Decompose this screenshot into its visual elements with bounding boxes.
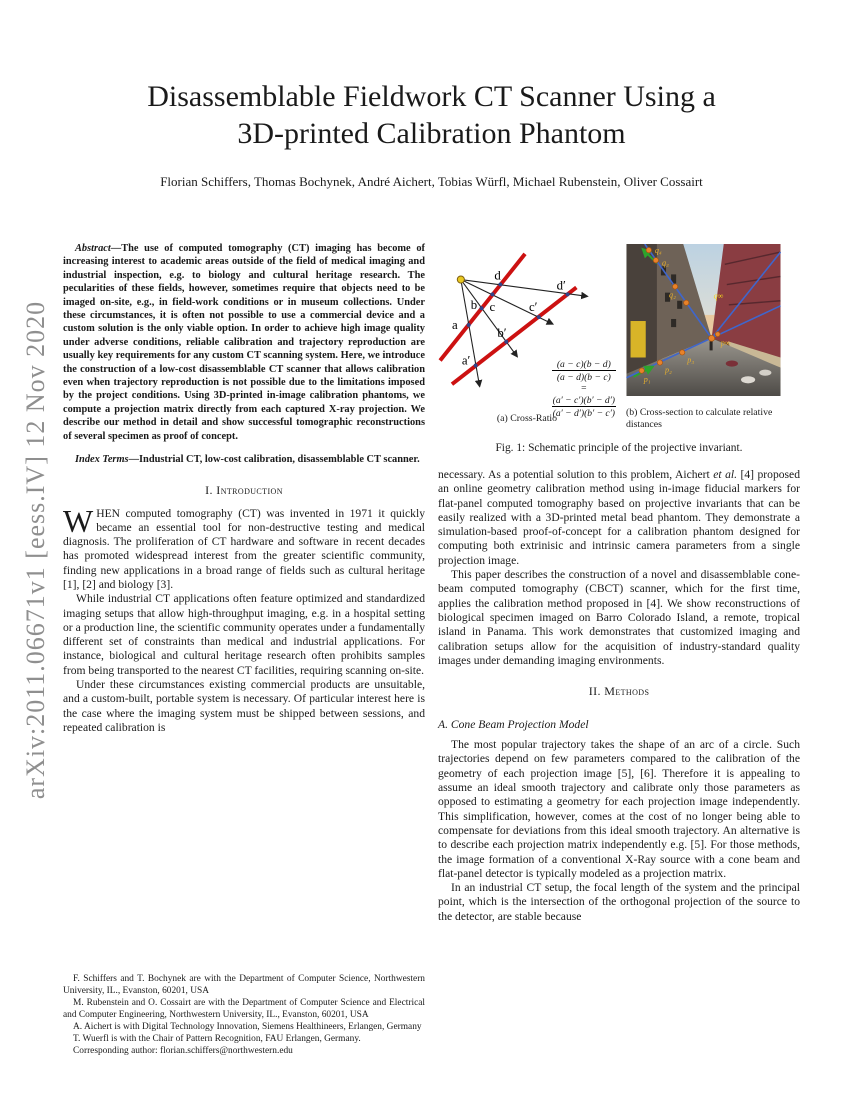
- window-4: [677, 301, 682, 309]
- apex-point: [457, 276, 464, 283]
- footnote-affiliation-2: M. Rubenstein and O. Cossairt are with the Department of Computer Science and Electrical and Computer Engineering, Northwestern University, IL., Evanston, 60201, USA: [63, 998, 425, 1020]
- label-b-prime: b′: [497, 325, 507, 340]
- label-p1: p₁: [643, 374, 651, 384]
- right-column: [438, 242, 800, 1057]
- label-a-prime: a′: [461, 353, 471, 368]
- window-5: [671, 319, 676, 327]
- index-terms-text: —Industrial CT, low-cost calibration, disassemblable CT scanner.: [128, 454, 420, 466]
- author-footnotes: [63, 973, 425, 1057]
- rightcol-paragraph-1-start: necessary. As a potential solution to this problem, Aichert: [438, 468, 714, 481]
- label-p2: p₂: [664, 365, 672, 375]
- point-c-prime: [537, 315, 541, 319]
- index-terms-lead: Index Terms: [75, 454, 129, 466]
- section-heading-introduction: I. Introduction: [205, 482, 283, 497]
- footnote-affiliation-3: A. Aichert is with Digital Technology Innovation, Siemens Healthineers, Erlangen, Germany: [73, 1022, 422, 1032]
- cafe-table-2: [759, 370, 771, 376]
- label-c: c: [489, 300, 496, 315]
- point-a: [467, 323, 471, 327]
- street-photo: [626, 244, 781, 396]
- label-q2: q₂: [669, 290, 676, 300]
- subcaption-a: (a) Cross-Ratio: [496, 413, 558, 424]
- subfigure-a-cross-ratio: [438, 244, 616, 425]
- paper-title: [63, 78, 800, 152]
- methods-paragraph-2: In an industrial CT setup, the focal length of the system and the principal point, which is the intersection of the orthogonal projection of the source to the detector, are stable because: [438, 881, 800, 923]
- point-q3: [653, 258, 658, 263]
- cross-ratio-fraction-1: [552, 359, 616, 383]
- left-column: [63, 242, 425, 1057]
- et-al: et al.: [713, 468, 738, 481]
- intro-paragraph-1-text: HEN computed tomography (CT) was invented in 1971 it quickly became an essential tool for non-destructive testing and medical diagnosis. The proliferation of CT hardware and software in recent decades has promoted widespread interest from the greater scientific community, finding new applications in a broad range of fields such as cultural heritage [1], [2] and biology [3].: [63, 506, 425, 591]
- label-c-prime: c′: [528, 300, 538, 315]
- index-terms: [63, 453, 425, 466]
- fraction-1-numerator: (a − c)(b − d): [552, 359, 616, 372]
- section-heading-methods: II. Methods: [588, 684, 650, 699]
- point-p1: [639, 368, 644, 373]
- point-q1: [684, 300, 689, 305]
- label-q-inf: q∞: [713, 291, 724, 301]
- footnote-affiliation-1: F. Schiffers and T. Bochynek are with the Department of Computer Science, Northwestern University, IL., Evanston, 60201, USA: [63, 974, 425, 996]
- yellow-sign: [631, 321, 646, 357]
- figure-1-caption: Fig. 1: Schematic principle of the projective invariant.: [495, 442, 743, 454]
- figure-1-subfigures: [438, 244, 800, 430]
- intro-paragraph-2: While industrial CT applications often feature optimized and standardized imaging setups that allow high-throughput imaging, e.g. in a hospital setting or a production line, the scientific community operates under a fundamentally different set of constraints than medical and industrial applications. For instance, biological and cultural heritage research often prohibits samples from being transported to the nearest CT facilities, requiring scanning on-site.: [63, 592, 425, 677]
- point-d-prime: [566, 292, 570, 296]
- label-d: d: [494, 268, 501, 283]
- footnote-corresponding-author: Corresponding author: florian.schiffers@northwestern.edu: [73, 1046, 293, 1056]
- rightcol-paragraph-1-rest: [4] proposed an online geometry calibration method using in-image fiducial markers for flat-panel computed tomography based on projective invariants that can be easily realized with a 3D-printed metal bead phantom. They demonstrate a simulation-based proof-of-concept for a calibration phantom designed for computing both extrinisic and intrinsic camera parameters from a single projection image.: [438, 468, 800, 567]
- cross-ratio-formula: [552, 359, 616, 419]
- ray-b: [461, 280, 517, 357]
- dropcap-w: W: [63, 502, 94, 539]
- point-a-prime: [474, 363, 478, 367]
- point-b-prime: [504, 340, 508, 344]
- title-block: [63, 78, 800, 190]
- point-q4: [646, 247, 651, 252]
- subsection-heading-cone-beam: A. Cone Beam Projection Model: [438, 718, 589, 732]
- subcaption-b: (b) Cross-section to calculate relative distances: [626, 407, 773, 430]
- cross-ratio-fraction-2: [552, 395, 616, 419]
- cafe-umbrella: [726, 361, 738, 367]
- fraction-2-numerator: (a′ − c′)(b′ − d′): [552, 394, 615, 406]
- equals-sign: =: [581, 383, 587, 394]
- point-q2: [672, 284, 677, 289]
- subfigure-b-photo: [626, 244, 784, 430]
- point-p-inf: [715, 332, 720, 337]
- footnote-affiliation-4: T. Wuerfl is with the Chair of Pattern Recognition, FAU Erlangen, Germany.: [73, 1034, 361, 1044]
- point-c: [490, 292, 494, 296]
- pedestrian: [710, 341, 713, 350]
- intro-paragraph-3: Under these circumstances existing commercial products are unsuitable, and a custom-built, portable system is necessary. Of particular interest here is the case where the imaging system must be shipped between sessions, and repeated calibration is: [63, 678, 425, 734]
- two-column-layout: [63, 242, 800, 1057]
- cafe-table-1: [741, 376, 755, 383]
- abstract-text: —The use of computed tomography (CT) imaging has become of increasing interest to academic areas outside of the field of medical imaging and industrial inspection, e.g. to biology and cultural heritage research. The pecularities of these fields, however, sometimes require that objects need to be imaged on-site, e.g., in field-work conditions or in museum collections. Under these circumstances, it is often not possible to use a commercial device and a custom solution is the only viable option. In order to achieve high image quality under adverse conditions, reliable calibration and trajectory reproduction are usually key requirements for any custom CT scanning system. Here, we introduce the construction of a low-cost disassemblable CT scanner that allows calibration even when trajectory reproduction is not possible due to the limitations imposed by the project conditions. Using 3D-printed in-image calibration phantoms, we compute a projection matrix directly from each captured X-ray projection. We describe our method in detail and show successful tomographic reconstructions of several specimen as proof of concept.: [63, 243, 425, 442]
- label-q3: q₃: [661, 258, 669, 268]
- point-d: [498, 283, 502, 287]
- fraction-1-denominator: (a − d)(b − c): [556, 371, 611, 383]
- rightcol-paragraph-2: This paper describes the construction of a novel and disassemblable cone-beam computed tomography (CBCT) scanner, which for the first time, applies the calibration method proposed in [4]. We show reconstructions of biological specimen imaged on Barro Colorado Island, a remote, tropical island in Panama. This work demonstrates that customized imaging and calibration setups allow for the acquisition of industry-standard quality images under demanding imaging environments.: [438, 568, 800, 667]
- paper-page: [63, 0, 800, 1057]
- label-b: b: [470, 298, 478, 313]
- paper-title-line1: Disassemblable Fieldwork CT Scanner Using a: [147, 80, 716, 113]
- vanishing-point: [709, 335, 715, 341]
- figure-1: [438, 244, 800, 468]
- label-q4: q₄: [654, 246, 662, 256]
- abstract: [63, 242, 425, 443]
- point-p3: [680, 350, 685, 355]
- abstract-lead: Abstract: [75, 243, 111, 254]
- paper-title-line2: 3D-printed Calibration Phantom: [237, 117, 626, 150]
- label-d-prime: d′: [556, 278, 566, 293]
- label-p3: p₃: [687, 355, 695, 365]
- label-p-inf: p∞: [720, 338, 731, 348]
- rightcol-paragraph-1: [438, 468, 800, 568]
- fraction-2-denominator: (a′ − d′)(b′ − c′): [552, 407, 615, 419]
- label-a: a: [451, 317, 458, 332]
- point-b: [480, 306, 484, 310]
- methods-paragraph-1: The most popular trajectory takes the shape of an arc of a circle. Such trajectories depend on few parameters compared to the calibration of the geometry of each projection image [5], [6]. Therefore it is appealing to assume an ideal smooth trajectory and calibrate only those parameters as opposed to estimating a geometry for each projection image independently. This simplification, however, comes at the cost of no longer being able to compensate for deviations from this ideal smooth trajectory. An alternative is to describe each projection matrix independently e.g. [5]. For those methods, the image formation of a conventional X-Ray source with a cone beam and flat-panel detector is typically modeled as a projection matrix.: [438, 738, 800, 880]
- point-p2: [657, 360, 662, 365]
- intro-paragraph-1: [63, 502, 425, 593]
- arxiv-watermark: arXiv:2011.06671v1 [eess.IV] 12 Nov 2020: [21, 300, 50, 800]
- author-list: Florian Schiffers, Thomas Bochynek, André Aichert, Tobias Würfl, Michael Rubenstein, Oliver Cossairt: [160, 174, 703, 189]
